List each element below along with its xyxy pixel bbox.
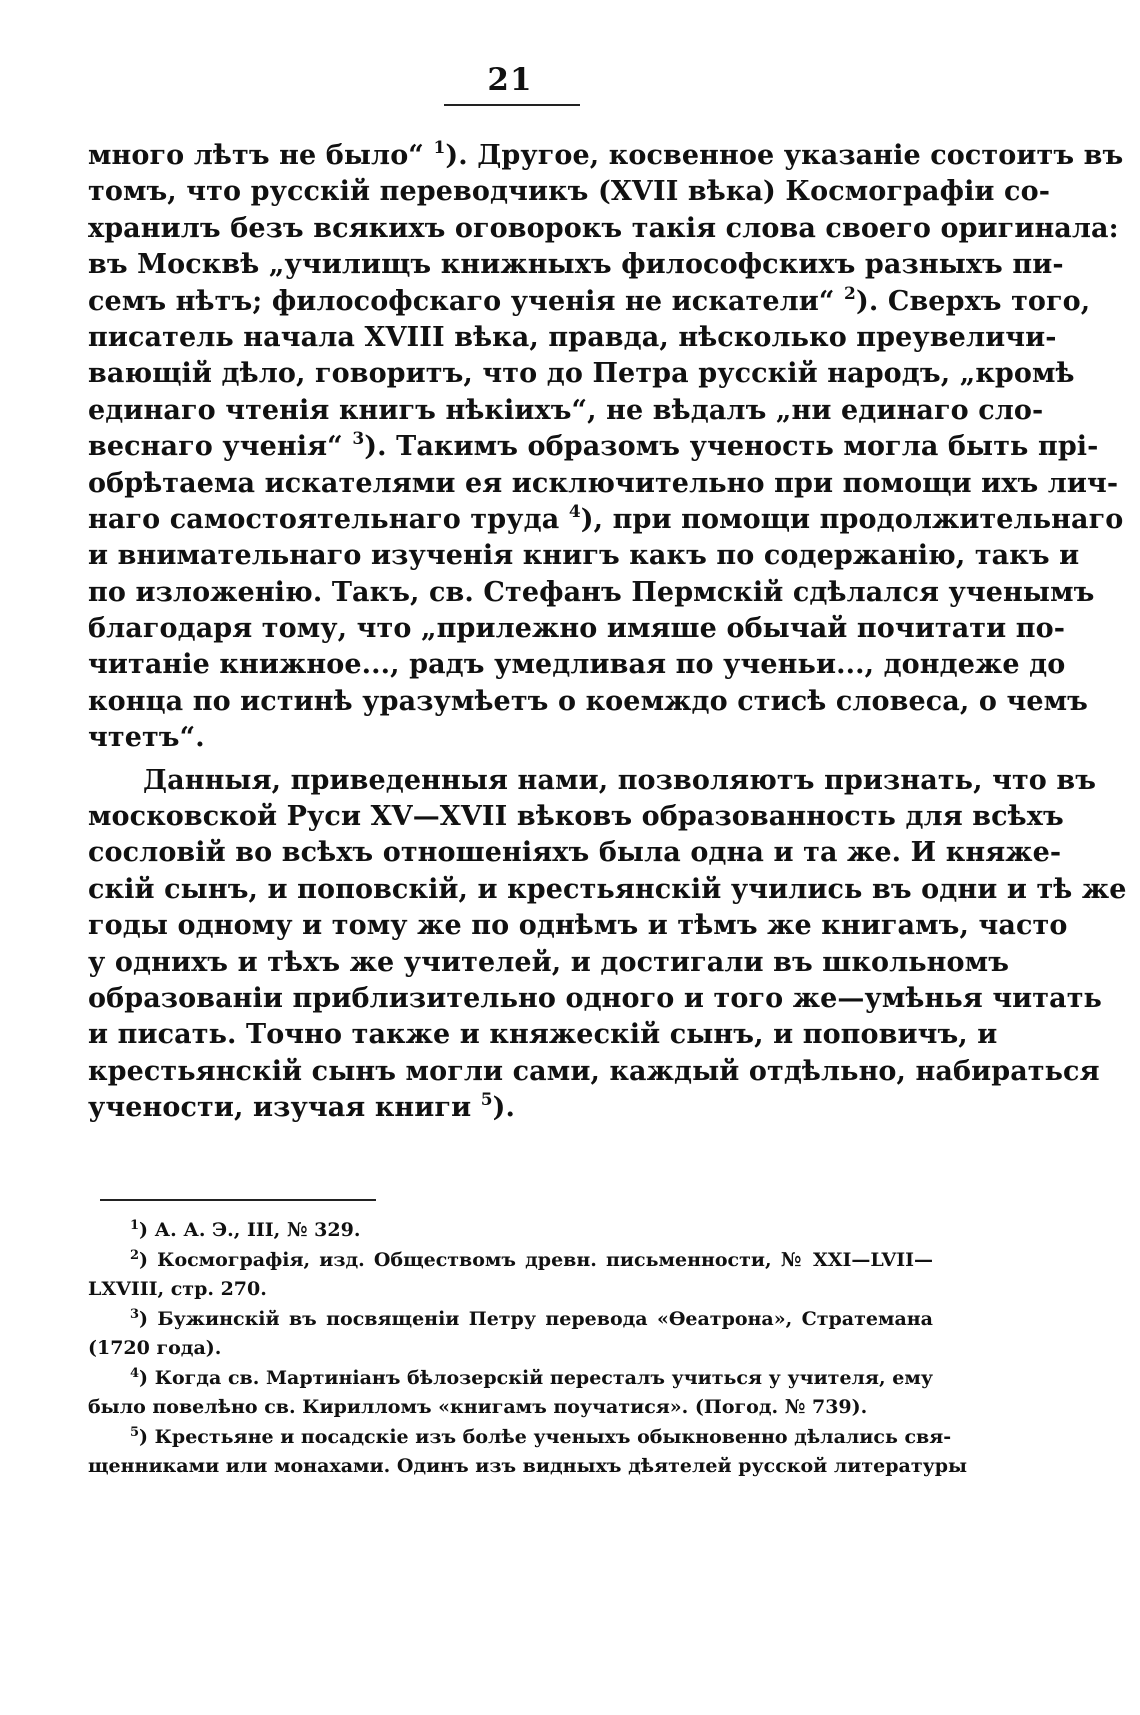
text-line-content: семъ нѣтъ; философскаго ученія не искатели“ [88, 285, 845, 317]
footnote-number: 5 [130, 1424, 140, 1440]
text-line [88, 538, 1080, 574]
text-line-content: образованіи приблизительно одного и того же—умѣнья читать [88, 982, 1102, 1014]
text-line-content: обрѣтаема искателями ея исключительно при помощи ихъ лич- [88, 467, 1119, 499]
footnote-line [88, 1452, 968, 1482]
text-line [88, 872, 1127, 908]
text-line-content: благодаря тому, что „прилежно имяше обычай почитати по- [88, 613, 1066, 645]
text-line [88, 247, 1064, 283]
text-line-content: вающій дѣло, говоритъ, что до Петра русскій народъ, „кромѣ [88, 358, 1075, 390]
text-line-continuation: ), при помощи продолжительнаго [580, 503, 1124, 535]
footnote-number: 2 [130, 1247, 140, 1263]
page-number-underline [444, 104, 580, 106]
text-line [88, 211, 1119, 247]
footnote-line [88, 1275, 933, 1305]
text-line-content: конца по истинѣ уразумѣетъ о коемждо стисѣ словеса, о чемъ [88, 685, 1088, 717]
text-line-content: много лѣтъ не было“ [88, 140, 434, 171]
text-line-content: веснаго ученія“ [88, 431, 353, 463]
footnote-line [88, 1334, 933, 1364]
footnote-line [88, 1364, 933, 1394]
text-line-content: Данныя, приведенныя нами, позволяютъ признать, что въ [143, 764, 1097, 796]
text-line [88, 763, 1097, 799]
text-line [88, 945, 1010, 981]
footnote-marker: 3 [352, 429, 365, 450]
text-line-continuation: ). [492, 1092, 516, 1124]
text-line [88, 429, 1099, 465]
text-line-content: хранилъ безъ всякихъ оговорокъ такія слова своего оригинала: [88, 212, 1119, 244]
footnote-text: (1720 года). [88, 1337, 222, 1359]
footnote-text: LXVIII, стр. 270. [88, 1278, 267, 1300]
text-line-content: годы одному и тому же по однѣмъ и тѣмъ же книгамъ, часто [88, 910, 1068, 942]
text-line [88, 908, 1068, 944]
text-line-content: скій сынъ, и поповскій, и крестьянскій учились въ одни и тѣ же [88, 873, 1127, 905]
text-line [88, 466, 1119, 502]
text-line-content: у однихъ и тѣхъ же учителей, и достигали въ школьномъ [88, 946, 1010, 978]
text-line-content: крестьянскій сынъ могли сами, каждый отдѣльно, набираться [88, 1055, 1100, 1087]
footnote-marker: 1 [433, 138, 446, 158]
text-line [88, 575, 1095, 611]
footnote-line [88, 1305, 933, 1335]
text-line-content: и писать. Точно также и княжескій сынъ, и поповичъ, и [88, 1019, 998, 1051]
footnote-number: 3 [130, 1306, 140, 1322]
footnote-text: ) Бужинскій въ посвященіи Петру перевода «Ѳеатрона», Стратемана [139, 1307, 933, 1330]
page-number: 21 [487, 62, 533, 98]
footnote-text: ) А. А. Э., III, № 329. [139, 1219, 361, 1241]
text-line-content: томъ, что русскій переводчикъ (XVII вѣка) Космографіи со- [88, 176, 1051, 208]
footnote-text: ) Когда св. Мартиніанъ бѣлозерскій пересталъ учиться у учителя, ему [139, 1366, 933, 1389]
footnote-number: 4 [130, 1365, 140, 1381]
text-line-content: читаніе книжное..., радъ умедливая по ученьи..., дондеже до [88, 649, 1066, 681]
text-line-continuation: ). Такимъ образомъ ученость могла быть прі- [364, 431, 1099, 463]
text-line-content: наго самостоятельнаго труда [88, 503, 569, 535]
text-line [88, 393, 1044, 429]
footnote-marker: 5 [480, 1090, 493, 1111]
footnote-number: 1 [130, 1218, 140, 1233]
text-line-content: писатель начала XVIII вѣка, правда, нѣсколько преувеличи- [88, 321, 1057, 353]
text-line [88, 501, 1124, 538]
footnote-text: ) Космографія, изд. Обществомъ древн. письменности, № XXI—LVII— [139, 1248, 933, 1271]
text-line [88, 1054, 1100, 1090]
text-line-continuation: ). Сверхъ того, [855, 285, 1091, 317]
footnote-line [88, 1216, 933, 1246]
footnote-separator [100, 1199, 376, 1201]
footnote-marker: 4 [568, 501, 581, 522]
text-line [88, 611, 1066, 647]
text-line-content: учености, изучая книги [88, 1092, 481, 1124]
footnote-line [88, 1423, 952, 1453]
footnotes [88, 1216, 968, 1482]
footnote-text: было повелѣно св. Кирилломъ «книгамъ поучатися». (Погод. № 739). [88, 1396, 868, 1418]
footnote-text: щенниками или монахами. Одинъ изъ видныхъ дѣятелей русской литературы [88, 1455, 968, 1477]
footnote-text: ) Крестьяне и посадскіе изъ болѣе ученыхъ обыкновенно дѣлались свя- [139, 1425, 952, 1448]
footnote-marker: 2 [844, 283, 856, 304]
main-text [88, 138, 1127, 1127]
text-line [88, 283, 1091, 320]
text-line [88, 320, 1057, 356]
text-line [88, 799, 1064, 835]
text-line [88, 138, 1124, 174]
text-line [88, 981, 1102, 1017]
text-line-content: и внимательнаго изученія книгъ какъ по содержанію, такъ и [88, 540, 1080, 572]
text-line [88, 720, 933, 756]
footnote-line [88, 1246, 933, 1276]
text-line [88, 174, 1051, 210]
text-line-content: въ Москвѣ „училищъ книжныхъ философскихъ разныхъ пи- [88, 249, 1064, 281]
text-line [88, 1090, 933, 1126]
text-line-content: единаго чтенія книгъ нѣкіихъ“, не вѣдалъ „ни единаго сло- [88, 394, 1044, 426]
text-line-content: московской Руси XV—XVII вѣковъ образованность для всѣхъ [88, 801, 1064, 833]
text-line-continuation: ). Другое, косвенное указаніе состоитъ въ [445, 140, 1124, 171]
text-line-content: сословій во всѣхъ отношеніяхъ была одна и та же. И княже- [88, 837, 1062, 869]
text-line [88, 1017, 998, 1053]
text-line [88, 647, 1066, 683]
text-line [88, 684, 1088, 720]
text-line-content: по изложенію. Такъ, св. Стефанъ Пермскій сдѣлался ученымъ [88, 576, 1095, 608]
footnote-line [88, 1393, 933, 1423]
text-line [88, 356, 1075, 392]
text-line [88, 835, 1062, 871]
text-line-content: чтетъ“. [88, 722, 205, 754]
